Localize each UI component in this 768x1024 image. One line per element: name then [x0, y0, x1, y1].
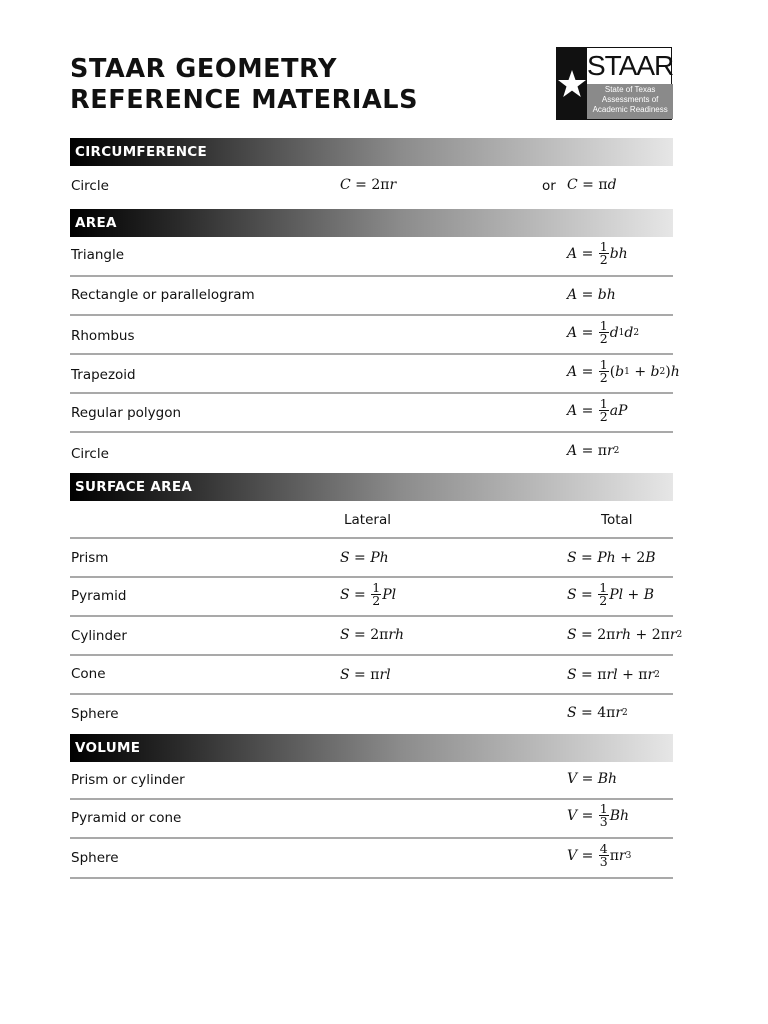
- formula-volume-prism: V = Bh: [567, 771, 618, 787]
- row-label: Rhombus: [71, 328, 135, 344]
- formula-area-rhombus: A = $\frac{1}{2}$ d 1 d 2: [567, 318, 640, 346]
- row-area-circle: [70, 433, 673, 473]
- row-label: Trapezoid: [71, 367, 136, 383]
- row-area-rectangle: [70, 277, 673, 316]
- formula-cylinder-lateral: S = 2π rh: [340, 627, 405, 643]
- row-surface-area-headings: [70, 501, 673, 539]
- row-area-triangle: [70, 237, 673, 277]
- row-circumference-circle: [70, 166, 673, 206]
- section-header-surface-area: SURFACE AREA: [70, 473, 673, 501]
- row-area-polygon: [70, 394, 673, 433]
- formula-area-polygon: A = $\frac{1}{2}$ aP: [567, 396, 628, 424]
- formula-cone-lateral: S = π rl: [340, 667, 391, 683]
- row-label: Cylinder: [71, 628, 127, 644]
- row-label: Sphere: [71, 706, 119, 722]
- row-label: Cone: [71, 666, 106, 682]
- staar-logo: [556, 47, 672, 120]
- formula-circumference-2pir: C = 2π r: [340, 177, 397, 193]
- formula-area-circle: A = π r 2: [567, 443, 620, 459]
- row-volume-sphere: [70, 839, 673, 879]
- formula-area-trapezoid: A = $\frac{1}{2}$ ( b 1 + b 2 ) h: [567, 357, 680, 385]
- row-area-trapezoid: [70, 355, 680, 394]
- row-label: Prism or cylinder: [71, 772, 185, 788]
- star-icon: [557, 48, 587, 119]
- row-label: Rectangle or parallelogram: [71, 287, 255, 303]
- formula-pyramid-lateral: S = $\frac{1}{2}$ Pl: [340, 580, 397, 608]
- row-label: Prism: [71, 550, 109, 566]
- row-surface-area-prism: [70, 539, 673, 578]
- title-line-1: STAAR GEOMETRY: [70, 54, 338, 84]
- row-label: Regular polygon: [71, 405, 182, 421]
- formula-circumference-pid: C = π d: [567, 177, 617, 193]
- section-header-volume: VOLUME: [70, 734, 673, 762]
- formula-prism-lateral: S = Ph: [340, 550, 389, 566]
- row-surface-area-sphere: [70, 695, 673, 734]
- row-volume-prism-cylinder: [70, 762, 673, 800]
- formula-cone-total: S = π rl + π r 2: [567, 667, 660, 683]
- row-label: Circle: [71, 178, 109, 194]
- row-label: Circle: [71, 446, 109, 462]
- page-title: [70, 54, 418, 116]
- formula-prism-total: S = Ph + 2 B: [567, 550, 656, 566]
- formula-cylinder-total: S = 2π rh + 2π r 2: [567, 627, 683, 643]
- section-header-area: AREA: [70, 209, 673, 237]
- row-area-rhombus: [70, 316, 673, 355]
- column-header-lateral: Lateral: [344, 512, 391, 528]
- row-volume-pyramid-cone: [70, 800, 673, 839]
- title-line-2: REFERENCE MATERIALS: [70, 85, 419, 115]
- or-text: or: [542, 178, 556, 194]
- formula-area-triangle: A = $\frac{1}{2}$ bh: [567, 239, 628, 267]
- formula-volume-pyramid: V = $\frac{1}{3}$ Bh: [567, 801, 630, 829]
- row-label: Pyramid or cone: [71, 810, 182, 826]
- formula-pyramid-total: S = $\frac{1}{2}$ Pl + B: [567, 580, 655, 608]
- formula-volume-sphere: V = $\frac{4}{3}$ π r 3: [567, 841, 632, 869]
- row-label: Pyramid: [71, 588, 127, 604]
- logo-subtitle: State of Texas Assessments of Academic Readiness: [587, 84, 673, 119]
- row-label: Sphere: [71, 850, 119, 866]
- section-header-circumference: CIRCUMFERENCE: [70, 138, 673, 166]
- formula-area-rectangle: A = bh: [567, 287, 616, 303]
- logo-wordmark: STAAR: [587, 50, 674, 81]
- formula-sphere-total: S = 4π r 2: [567, 705, 628, 721]
- column-header-total: Total: [601, 512, 633, 528]
- row-surface-area-cylinder: [70, 617, 683, 656]
- row-surface-area-pyramid: [70, 578, 673, 617]
- row-label: Triangle: [71, 247, 125, 263]
- row-surface-area-cone: [70, 656, 673, 695]
